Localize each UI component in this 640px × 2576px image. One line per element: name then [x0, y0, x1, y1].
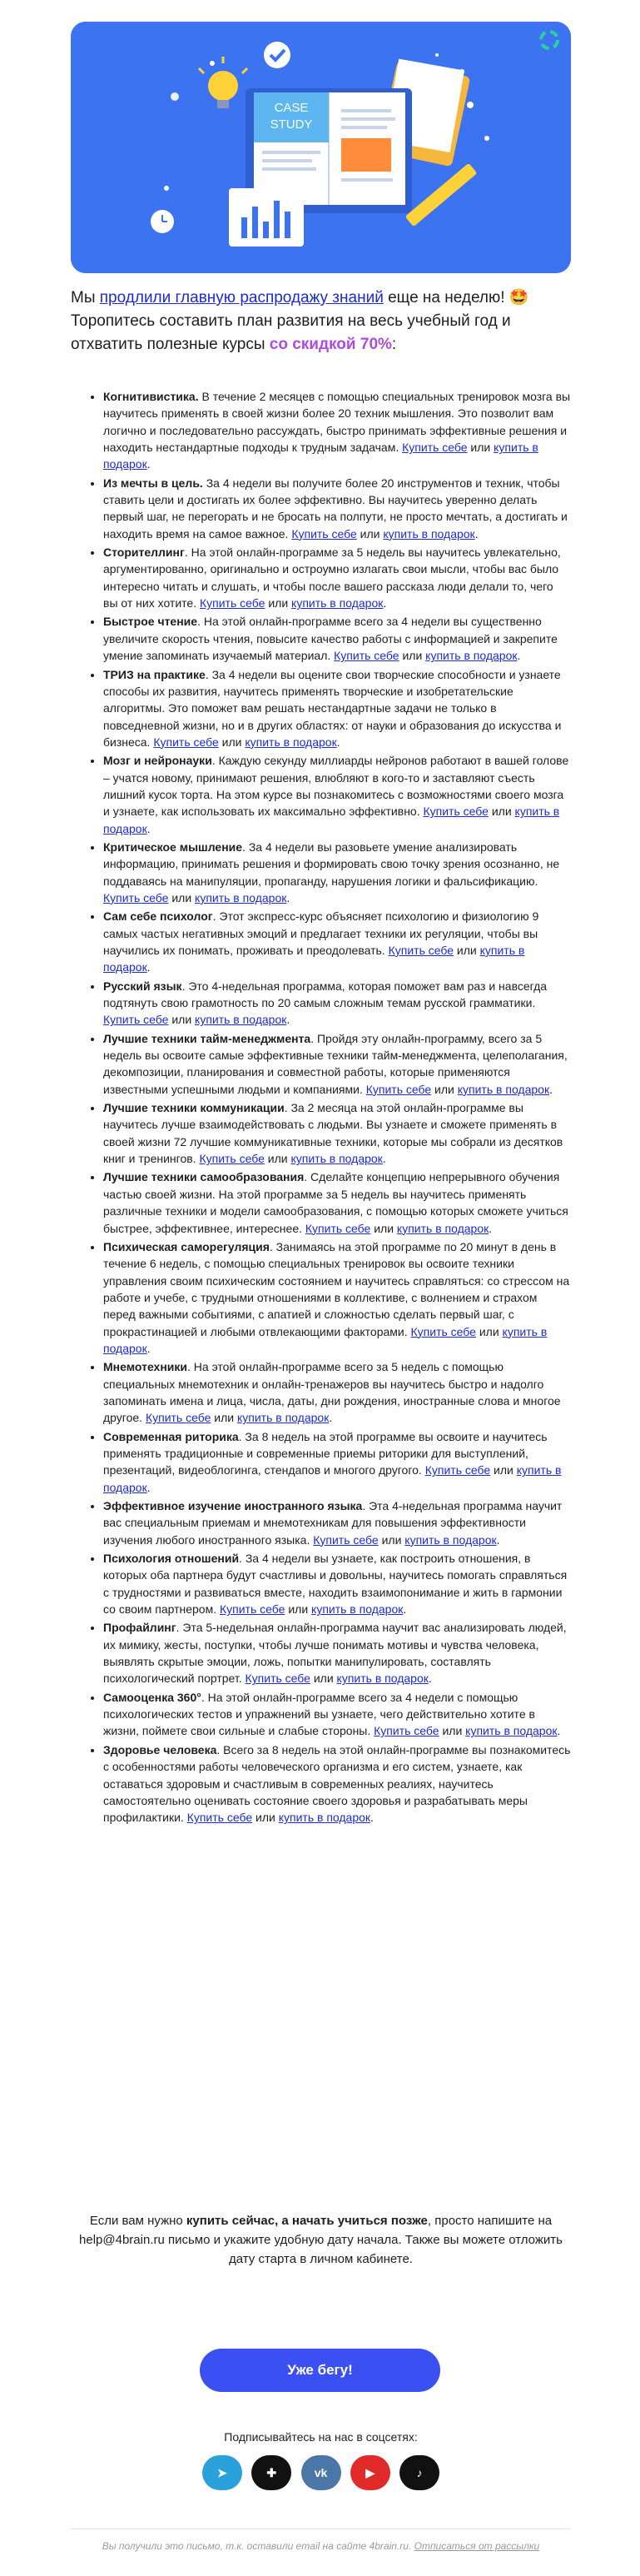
or-text: или [490, 1463, 517, 1477]
buy-as-gift-link[interactable]: купить в подарок [103, 441, 538, 471]
course-item [103, 1030, 571, 1098]
buy-as-gift-link[interactable]: купить в подарок [290, 1152, 383, 1166]
period: . [428, 1672, 432, 1686]
buy-for-self-link[interactable]: Купить себе [291, 526, 357, 541]
period: . [146, 457, 151, 471]
buy-as-gift-link[interactable]: купить в подарок [236, 1411, 330, 1425]
buy-as-gift-link[interactable]: купить в подарок [278, 1811, 371, 1825]
period: . [146, 960, 151, 974]
course-item [103, 1358, 571, 1426]
course-title: Психическая саморегуляция [103, 1239, 270, 1253]
course-title: Сторителлинг [103, 546, 185, 560]
buy-for-self-link[interactable]: Купить себе [220, 1602, 285, 1617]
intro-text-2: еще на неделю! 🤩 Торопитесь составить план развития на весь учебный год и отхватить полезные курсы [71, 289, 529, 353]
buy-as-gift-link[interactable]: купить в подарок [195, 890, 287, 904]
buy-for-self-link[interactable]: Купить себе [199, 1152, 265, 1166]
buy-as-gift-link[interactable]: купить в подарок [336, 1672, 429, 1686]
youtube-icon[interactable]: ▶ [350, 2455, 390, 2490]
course-item [103, 475, 571, 542]
course-title: Критическое мышление [103, 840, 243, 854]
period: . [489, 1221, 493, 1235]
or-text: или [439, 1724, 466, 1738]
buy-for-self-link[interactable]: Купить себе [186, 1811, 253, 1825]
buy-as-gift-link[interactable]: купить в подарок [103, 805, 560, 835]
buy-as-gift-link[interactable]: купить в подарок [457, 1082, 550, 1096]
or-text: или [488, 805, 515, 819]
course-title: Лучшие техники тайм-менеджмента [103, 1031, 311, 1045]
buy-for-self-link[interactable]: Купить себе [145, 1411, 211, 1425]
or-text: или [310, 1672, 337, 1686]
or-text: или [264, 1152, 291, 1166]
course-title: Быстрое чтение [103, 615, 198, 629]
closing-text-2: , просто напишите на help@4brain.ru письмо и укажите удобную дату начала. Также вы можете отложить дату старта в личном кабинете. [79, 2214, 563, 2266]
period: . [146, 821, 151, 835]
period: . [336, 735, 340, 749]
period: . [382, 1152, 386, 1166]
period: . [403, 1602, 407, 1617]
buy-for-self-link[interactable]: Купить себе [103, 890, 169, 904]
buy-as-gift-link[interactable]: купить в подарок [291, 596, 384, 610]
sale-link[interactable]: продлили главную распродажу знаний [99, 289, 384, 306]
course-description: За 4 недели вы получите более 20 инструментов и техник, чтобы ставить цели и достигать их более эффективно. Вы научитесь уверенно делать первый шаг, не перегорать и не бросать на полпути, не просто мечтать, а достигать и находить время на самое важное. [103, 476, 568, 541]
course-description: . За 4 недели вы оцените свои творческие способности и узнаете способы их развития, научитесь применять творческие и изобретательские алгоритмы. Это поможет вам решать нестандартные задачи не только в повседневной жизни, но и в других областях: от науки и образования до искусства и бизнеса. [103, 667, 562, 749]
course-item [103, 666, 571, 751]
course-description: . За 4 недели вы разовьете умение анализировать информацию, принимать решения и формировать свою точку зрения осознанно, не поддаваясь на манипуляции, пропаганду, нарушения логики и фальсификацию. [103, 840, 560, 888]
intro-paragraph [71, 286, 571, 356]
or-text: или [399, 649, 426, 663]
buy-as-gift-link[interactable]: купить в подарок [103, 944, 525, 974]
period: . [146, 1480, 151, 1494]
course-item [103, 1168, 571, 1236]
course-item [103, 1497, 571, 1548]
or-text: или [218, 735, 246, 749]
footer-text: Вы получили это письмо, т.к. оставили email на сайте 4brain.ru. [102, 2540, 414, 2552]
course-title: Психология отношений [103, 1552, 240, 1566]
course-description: . Занимаясь на этой программе по 20 минут в день в течение 6 недель, с помощью специальных тренировок вы освоите техники управления своим психическим состоянием и научитесь справляться: со стрессом на работе и учебе, с трудными отношениями в коллективе, с волнением и страхом перед важными событиями, с апатией и сложностью сделать первый шаг, с прокрастинацией и любыми отвлекающими факторами. [103, 1239, 570, 1338]
or-text: или [467, 441, 494, 455]
course-description: . На этой онлайн-программе всего за 5 недель с помощью специальных мнемотехник и онлайн-тренажеров вы научитесь быстро и надолго запоминать имена и лица, числа, даты, дни рождения, иностранные слова и многое другое. [103, 1360, 561, 1425]
course-item [103, 1741, 571, 1826]
intro-text: Мы [71, 289, 100, 306]
course-title: Самооценка 360° [103, 1690, 201, 1704]
course-description: . Эта 4-недельная программа научит вас специальным приемам и мнемотехникам для повышения эффективности изучения любого иностранного языка. [103, 1499, 563, 1547]
buy-as-gift-link[interactable]: купить в подарок [425, 649, 518, 663]
period: . [549, 1082, 553, 1096]
buy-for-self-link[interactable]: Купить себе [374, 1724, 439, 1738]
vk-icon[interactable]: vk [301, 2455, 341, 2490]
bar-chart-card-icon [229, 188, 304, 247]
course-description: . На этой онлайн-программе всего за 4 недели с помощью психологических тестов и упражнений вы узнаете, чего действительно хотите в жизни, поймете свои сильные и слабые стороны. [103, 1690, 535, 1738]
course-description: . Эта 5-недельная онлайн-программа научит вас анализировать людей, их мимику, жесты, поступки, чтобы лучше понимать мотивы и чувства человека, выявлять скрытые эмоции, ложь, попытки манипулировать, составлять психологический портрет. [103, 1621, 567, 1686]
buy-as-gift-link[interactable]: купить в подарок [404, 1532, 497, 1547]
discount-text: со скидкой 70% [269, 336, 392, 353]
plus-icon[interactable]: ✚ [251, 2455, 291, 2490]
course-title: Современная риторика [103, 1429, 239, 1443]
course-item [103, 1550, 571, 1617]
buy-as-gift-link[interactable]: купить в подарок [195, 1013, 287, 1027]
course-description: . Сделайте концепцию непрерывного обучения частью своей жизни. На этой программе за 5 недель вы научитесь применять различные техники и модели самообразования, с помощью которых сможете учиться быстрее, эффективнее, интереснее. [103, 1170, 568, 1235]
buy-for-self-link[interactable]: Купить себе [245, 1672, 310, 1686]
buy-for-self-link[interactable]: Купить себе [200, 596, 265, 610]
course-title: Мозг и нейронауки [103, 754, 212, 768]
buy-for-self-link[interactable]: Купить себе [305, 1221, 371, 1235]
check-circle-icon [264, 42, 290, 68]
buy-for-self-link[interactable]: Купить себе [402, 441, 468, 455]
period: . [496, 1532, 500, 1547]
social-links [202, 2455, 439, 2490]
buy-as-gift-link[interactable]: купить в подарок [311, 1602, 404, 1617]
period: . [517, 649, 521, 663]
or-text: или [475, 1324, 503, 1338]
period: . [370, 1811, 374, 1825]
course-item [103, 1238, 571, 1357]
course-list [103, 388, 571, 1828]
or-text: или [265, 596, 292, 610]
course-item [103, 839, 571, 906]
buy-for-self-link[interactable]: Купить себе [313, 1532, 379, 1547]
or-text: или [252, 1811, 279, 1825]
or-text: или [356, 526, 384, 541]
footer-note [71, 2540, 571, 2552]
course-item [103, 752, 571, 837]
clock-icon [151, 210, 174, 233]
buy-for-self-link[interactable]: Купить себе [153, 735, 219, 749]
cta-button[interactable]: Уже бегу! [200, 2349, 440, 2392]
course-title: Мнемотехники [103, 1360, 188, 1374]
course-title: Когнитивистика. [103, 390, 199, 403]
course-title: Лучшие техники коммуникации [103, 1101, 285, 1115]
course-description: . Это 4-недельная программа, которая поможет вам раз и навсегда подтянуть свою грамотность по 20 самым сложным темам русской грамматики. [103, 979, 548, 1010]
book-title-line1: CASE [274, 101, 309, 115]
course-item [103, 908, 571, 975]
buy-as-gift-link[interactable]: купить в подарок [465, 1724, 558, 1738]
or-text: или [431, 1082, 458, 1096]
course-description: . Этот экспресс-курс объясняет психологию и физиологию 9 самых частых негативных эмоций и предлагает техники их регуляции, чтобы вы научились их понимать, проживать и преодолевать. [103, 909, 539, 957]
course-item [103, 1099, 571, 1167]
course-description: . Пройдя эту онлайн-программу, всего за 5 недель вы освоите самые эффективные техники тайм-менеджмента, целеполагания, декомпозиции, планирования и совместной работы, которые применяются известными успешными людьми и компаниями. [103, 1031, 568, 1096]
or-text: или [454, 944, 480, 957]
course-description: . Всего за 8 недель на этой онлайн-программе вы познакомитесь с особенностями работы человеческого организма и его систем, узнаете, как оставаться здоровым и счастливым в современных реалиях, научитесь самостоятельно оценивать состояние своего здоровья и разрабатывать меры профилактики. [103, 1742, 571, 1825]
course-title: Из мечты в цель. [103, 476, 203, 490]
buy-for-self-link[interactable]: Купить себе [388, 944, 454, 957]
course-title: Лучшие техники самообразования [103, 1170, 305, 1184]
course-description: . Каждую секунду миллиарды нейронов работают в вашей голове – учатся новому, принимают решения, влюбляют в кого-то и заставляют съесть лишний кусок торта. На этом курсе вы познакомитесь с возможностями своего мозга и узнаете, как использовать их максимально эффективно. [103, 754, 569, 819]
course-description: В течение 2 месяцев с помощью специальных тренировок мозга вы научитесь применять в своей жизни более 20 техник мышления. Это позволит вам логично и последовательно рассуждать, быстро принимать эффективные решения и находить нестандартные подходы к трудным задачам. [103, 390, 571, 455]
or-text: или [168, 890, 196, 904]
buy-as-gift-link[interactable]: купить в подарок [383, 526, 475, 541]
period: . [286, 890, 290, 904]
course-title: ТРИЗ на практике [103, 667, 206, 681]
period: . [474, 526, 479, 541]
or-text: или [370, 1221, 397, 1235]
course-item [103, 1428, 571, 1496]
course-title: Сам себе психолог [103, 909, 213, 924]
buy-for-self-link[interactable]: Купить себе [424, 1463, 491, 1477]
buy-as-gift-link[interactable]: купить в подарок [245, 735, 337, 749]
period: . [383, 596, 387, 610]
course-title: Русский язык [103, 979, 182, 993]
period: . [557, 1724, 561, 1738]
or-text: или [168, 1013, 196, 1027]
course-description: . На этой онлайн-программе за 5 недель вы научитесь увлекательно, аргументированно, оригинально и остроумно излагать свои мысли, чтобы вас было интересно читать и слушать, и чтобы после вашего рассказа люди делали то, чего вы от них хотите. [103, 546, 561, 610]
course-item [103, 613, 571, 664]
telegram-icon[interactable]: ➤ [202, 2455, 242, 2490]
closing-bold: купить сейчас, а начать учиться позже [186, 2214, 428, 2228]
subscribe-label: Подписывайтесь на нас в соцсетях: [224, 2430, 418, 2444]
course-description: . За 4 недели вы узнаете, как построить отношения, в которых оба партнера будут счастливы и довольны, научитесь помогать справляться с трудностями и развиваться вместе, находить взаимопонимание и жить в гармонии со своим партнером. [103, 1552, 568, 1617]
course-description: . За 8 недель на этой программе вы освоите и научитесь применять традиционные и современные приемы риторики для выступлений, презентаций, видеоблогинга, стендапов и многого другого. [103, 1429, 548, 1477]
or-text: или [211, 1411, 237, 1425]
course-description: . На этой онлайн-программе всего за 4 недели вы существенно увеличите скорость чтения, повысите качество работы с информацией и закрепите умение запоминать изучаемый материал. [103, 615, 558, 663]
course-item [103, 978, 571, 1029]
buy-as-gift-link[interactable]: купить в подарок [103, 1463, 562, 1494]
course-description: . За 2 месяца на этой онлайн-программе вы научитесь лучше взаимодействовать с людьми. Вы узнаете и сможете применять в своей жизни 72 лучшие коммуникативные техники, которые мы собрали из десятков книг и тренингов. [103, 1101, 563, 1166]
case-study-illustration [71, 22, 571, 273]
buy-for-self-link[interactable]: Купить себе [410, 1324, 476, 1338]
hero-banner [71, 22, 571, 273]
period: . [146, 1341, 151, 1355]
book-title-line2: STUDY [270, 117, 313, 132]
unsubscribe-link[interactable]: Отписаться от рассылки [414, 2540, 540, 2552]
closing-text: Если вам нужно [89, 2214, 186, 2228]
buy-for-self-link[interactable]: Купить себе [423, 805, 489, 819]
course-item [103, 544, 571, 611]
or-text: или [378, 1532, 405, 1547]
buy-as-gift-link[interactable]: купить в подарок [103, 1324, 548, 1355]
tiktok-icon[interactable]: ♪ [399, 2455, 439, 2490]
buy-for-self-link[interactable]: Купить себе [365, 1082, 432, 1096]
period: . [286, 1013, 290, 1027]
buy-as-gift-link[interactable]: купить в подарок [396, 1221, 489, 1235]
course-title: Эффективное изучение иностранного языка [103, 1499, 363, 1512]
buy-for-self-link[interactable]: Купить себе [103, 1013, 169, 1027]
buy-for-self-link[interactable]: Купить себе [334, 649, 399, 663]
course-title: Здоровье человека [103, 1742, 217, 1756]
course-title: Профайлинг [103, 1621, 176, 1635]
course-item [103, 388, 571, 473]
period: . [329, 1411, 333, 1425]
closing-paragraph [71, 2211, 571, 2269]
or-text: или [285, 1602, 312, 1617]
intro-text-3: : [391, 336, 397, 353]
course-item [103, 1689, 571, 1740]
course-item [103, 1619, 571, 1687]
